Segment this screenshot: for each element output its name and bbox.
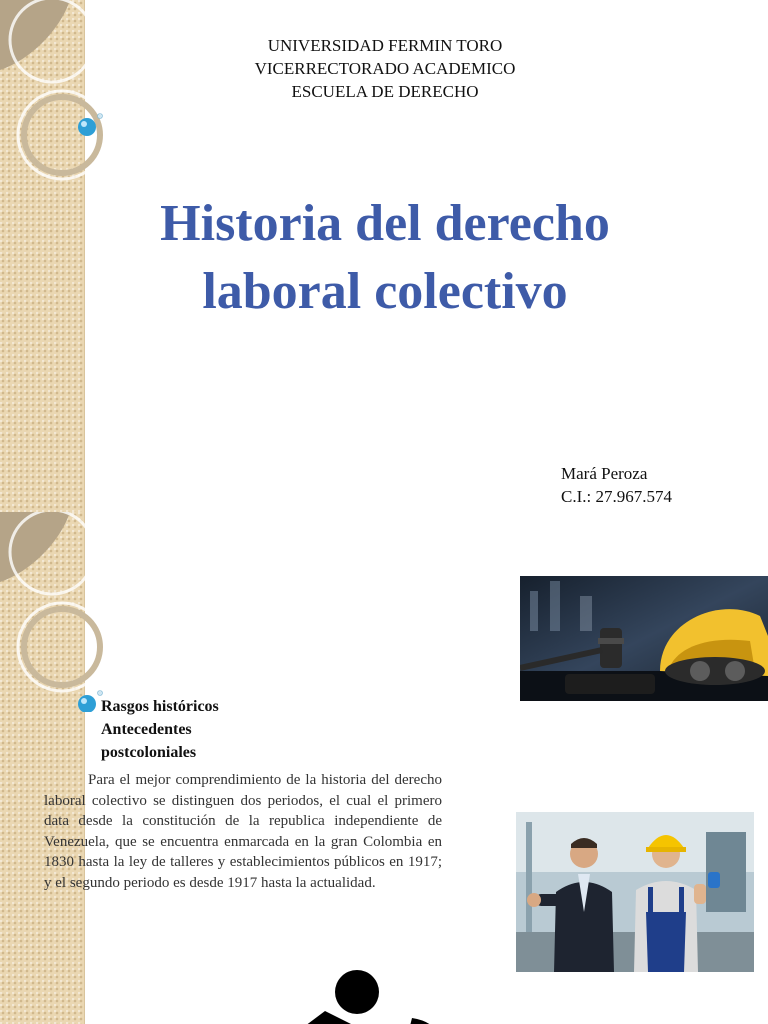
decorative-rings-icon: [0, 512, 120, 712]
author-id: C.I.: 27.967.574: [561, 487, 672, 506]
title-line-2: laboral colectivo: [202, 263, 568, 320]
vice-rectorate: VICERRECTORADO ACADEMICO: [254, 59, 516, 78]
university-name: UNIVERSIDAD FERMIN TORO: [267, 36, 503, 55]
section-subheading: [101, 695, 219, 764]
school-name: ESCUELA DE DERECHO: [291, 82, 479, 101]
title-line-1: Historia del derecho: [160, 195, 610, 252]
page-title: [90, 190, 680, 326]
slide-content: [0, 512, 768, 1024]
body-paragraph: Para el mejor comprendimiento de la historia del derecho laboral colectivo se distinguen dos periodos, el cual el primero data desde la constitución de la republica independiente de Venezuela, que se encuentra enmarcada en la gran Colombia en 1830 hasta la ley de talleres y establecimientos públicos en 1917; y el segundo periodo es desde 1917 hasta la actualidad.: [44, 772, 442, 891]
subheading-line-1: Rasgos históricos: [101, 698, 219, 715]
gavel-and-hard-hat-photo: [520, 576, 768, 701]
subheading-line-2: Antecedentes: [101, 721, 192, 738]
worker-figure-icon: [300, 966, 440, 1024]
author-block: [561, 462, 672, 508]
businessman-and-worker-photo: [516, 812, 754, 972]
author-name: Mará Peroza: [561, 464, 648, 483]
subheading-line-3: postcoloniales: [101, 744, 197, 761]
institution-header: [0, 34, 768, 103]
